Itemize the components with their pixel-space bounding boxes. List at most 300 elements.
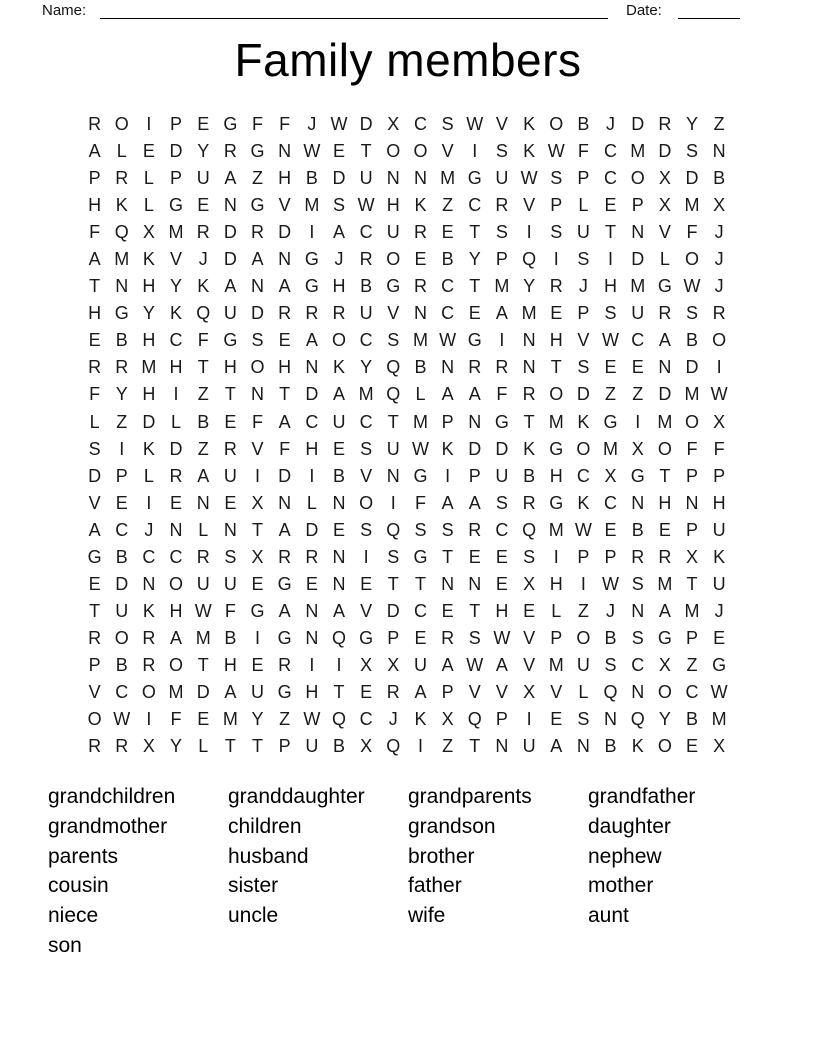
grid-letter: C	[576, 465, 590, 486]
grid-letter: O	[685, 249, 700, 270]
grid-letter: R	[115, 357, 129, 378]
grid-letter: Q	[603, 682, 618, 702]
grid-letter: R	[658, 303, 672, 324]
grid-letter: I	[309, 222, 315, 243]
grid-letter: Y	[197, 141, 210, 162]
grid-letter: X	[631, 438, 644, 459]
grid-letter: N	[468, 573, 482, 594]
grid-letter: Y	[251, 709, 264, 730]
grid-letter: D	[278, 465, 292, 486]
grid-letter: G	[169, 195, 184, 216]
grid-letter: G	[277, 682, 292, 702]
grid-letter: E	[88, 573, 101, 594]
word-list-item: grandmother	[48, 814, 168, 838]
grid-letter: N	[332, 546, 346, 567]
grid-letter: N	[712, 141, 726, 162]
grid-letter: K	[115, 195, 128, 216]
grid-letter: N	[223, 195, 237, 216]
grid-letter: A	[414, 682, 427, 702]
grid-letter: L	[143, 465, 154, 486]
grid-letter: T	[469, 276, 481, 297]
grid-letter: U	[522, 736, 536, 757]
grid-letter: B	[686, 709, 699, 730]
grid-letter: M	[548, 654, 564, 675]
grid-letter: G	[223, 114, 238, 135]
grid-letter: A	[441, 492, 454, 513]
grid-letter: X	[713, 195, 726, 216]
grid-letter: P	[278, 736, 291, 757]
grid-letter: P	[387, 627, 400, 648]
grid-letter: G	[657, 276, 672, 297]
grid-letter: R	[468, 519, 482, 540]
grid-letter: Z	[279, 709, 291, 730]
grid-letter: S	[577, 249, 590, 270]
grid-letter: O	[250, 357, 265, 378]
grid-letter: M	[494, 276, 510, 297]
grid-letter: A	[441, 654, 454, 675]
grid-letter: S	[441, 519, 454, 540]
grid-letter: X	[604, 465, 617, 486]
grid-letter: E	[441, 600, 454, 621]
grid-letter: V	[523, 627, 536, 648]
grid-letter: R	[631, 546, 645, 567]
grid-letter: G	[549, 438, 564, 459]
grid-letter: V	[170, 249, 183, 270]
grid-letter: R	[413, 222, 427, 243]
grid-letter: F	[89, 222, 101, 243]
grid-letter: P	[686, 465, 699, 486]
grid-letter: G	[250, 600, 265, 621]
grid-letter: D	[332, 168, 346, 189]
grid-letter: L	[578, 195, 589, 216]
grid-letter: N	[251, 384, 265, 405]
grid-letter: M	[440, 168, 456, 189]
grid-letter: W	[411, 438, 429, 459]
grid-letter: F	[252, 411, 264, 432]
grid-letter: O	[576, 627, 591, 648]
grid-letter: R	[115, 736, 129, 757]
grid-letter: E	[305, 573, 318, 594]
grid-letter: C	[169, 330, 183, 351]
grid-letter: Q	[196, 303, 211, 324]
word-list	[48, 782, 768, 961]
grid-letter: C	[685, 682, 699, 702]
grid-letter: B	[686, 330, 699, 351]
grid-letter: V	[88, 492, 101, 513]
grid-letter: W	[357, 195, 375, 216]
grid-letter: K	[332, 357, 345, 378]
grid-letter: N	[223, 519, 237, 540]
grid-letter: I	[336, 654, 342, 675]
grid-letter: E	[224, 492, 237, 513]
date-fill-line	[678, 2, 740, 19]
grid-letter: B	[305, 168, 318, 189]
grid-letter: I	[146, 114, 152, 135]
grid-letter: A	[332, 384, 345, 405]
grid-letter: A	[305, 330, 318, 351]
grid-letter: O	[169, 654, 184, 675]
grid-letter: R	[386, 682, 400, 702]
grid-letter: S	[686, 303, 699, 324]
grid-letter: D	[685, 357, 699, 378]
grid-letter: N	[305, 627, 319, 648]
grid-letter: O	[114, 627, 129, 648]
grid-letter: E	[414, 627, 427, 648]
grid-letter: P	[88, 168, 101, 189]
grid-letter: I	[146, 709, 152, 730]
grid-letter: P	[686, 627, 699, 648]
grid-letter: A	[88, 519, 101, 540]
grid-letter: U	[386, 222, 400, 243]
grid-letter: V	[278, 195, 291, 216]
grid-letter: M	[548, 411, 564, 432]
grid-letter: U	[223, 303, 237, 324]
grid-letter: D	[196, 682, 210, 702]
grid-letter: U	[386, 438, 400, 459]
grid-letter: H	[142, 384, 156, 405]
grid-letter: P	[550, 627, 563, 648]
grid-letter: W	[493, 627, 511, 648]
grid-letter: U	[223, 573, 237, 594]
grid-letter: Z	[577, 600, 589, 621]
grid-letter: U	[495, 168, 509, 189]
grid-letter: L	[551, 600, 562, 621]
word-list-column	[48, 782, 228, 961]
grid-letter: A	[332, 222, 345, 243]
grid-letter: D	[115, 573, 129, 594]
grid-letter: F	[252, 114, 264, 135]
grid-letter: B	[604, 627, 617, 648]
grid-letter: S	[387, 330, 400, 351]
grid-letter: O	[576, 438, 591, 459]
grid-letter: A	[278, 519, 291, 540]
grid-letter: H	[712, 492, 726, 513]
grid-letter: C	[604, 141, 618, 162]
grid-letter: W	[602, 330, 620, 351]
grid-letter: D	[169, 438, 183, 459]
grid-letter: I	[146, 492, 152, 513]
grid-letter: D	[386, 600, 400, 621]
grid-letter: G	[250, 141, 265, 162]
grid-letter: C	[631, 654, 645, 675]
grid-letter: X	[523, 573, 536, 594]
grid-letter: F	[279, 114, 291, 135]
grid-letter: D	[169, 141, 183, 162]
grid-letter: B	[115, 330, 128, 351]
grid-letter: H	[549, 573, 563, 594]
grid-letter: T	[197, 654, 209, 675]
grid-letter: R	[495, 357, 509, 378]
grid-letter: I	[499, 330, 505, 351]
grid-letter: C	[359, 411, 373, 432]
grid-letter: E	[197, 195, 210, 216]
grid-letter: U	[251, 682, 265, 702]
grid-letter: G	[603, 411, 618, 432]
grid-letter: X	[658, 195, 671, 216]
grid-letter: E	[658, 519, 671, 540]
grid-letter: G	[114, 303, 129, 324]
grid-letter: I	[390, 492, 396, 513]
grid-letter: V	[360, 600, 373, 621]
grid-letter: T	[89, 600, 101, 621]
word-list-item: mother	[588, 874, 654, 898]
grid-letter: Y	[115, 384, 128, 405]
grid-letter: B	[604, 736, 617, 757]
grid-letter: S	[441, 114, 454, 135]
grid-letter: K	[414, 709, 427, 730]
grid-letter: G	[359, 627, 374, 648]
grid-letter: M	[630, 276, 646, 297]
grid-letter: C	[359, 330, 373, 351]
grid-letter: J	[198, 249, 208, 270]
grid-letter: G	[630, 465, 645, 486]
grid-letter: K	[441, 438, 454, 459]
grid-letter: A	[468, 384, 481, 405]
grid-letter: N	[468, 411, 482, 432]
grid-letter: R	[196, 222, 210, 243]
grid-letter: N	[305, 357, 319, 378]
grid-letter: V	[468, 682, 481, 702]
grid-letter: I	[580, 573, 586, 594]
grid-letter: B	[713, 168, 726, 189]
grid-letter: I	[553, 546, 559, 567]
grid-letter: L	[89, 411, 100, 432]
grid-letter: H	[332, 276, 346, 297]
grid-letter: K	[142, 600, 155, 621]
grid-letter: J	[714, 600, 724, 621]
grid-letter: E	[332, 438, 345, 459]
grid-letter: P	[577, 168, 590, 189]
grid-letter: I	[526, 709, 532, 730]
grid-letter: B	[441, 249, 454, 270]
grid-letter: B	[414, 357, 427, 378]
grid-letter: U	[305, 736, 319, 757]
grid-letter: B	[577, 114, 590, 135]
grid-letter: J	[578, 276, 588, 297]
grid-letter: A	[170, 627, 183, 648]
grid-letter: O	[141, 682, 156, 702]
grid-letter: V	[577, 330, 590, 351]
grid-letter: T	[333, 682, 345, 702]
grid-letter: W	[602, 573, 620, 594]
grid-letter: C	[359, 222, 373, 243]
grid-letter: G	[223, 330, 238, 351]
grid-letter: S	[495, 492, 508, 513]
grid-letter: C	[359, 709, 373, 730]
grid-letter: T	[659, 465, 671, 486]
grid-letter: A	[224, 276, 237, 297]
grid-letter: O	[549, 114, 564, 135]
grid-letter: M	[521, 303, 537, 324]
grid-letter: N	[522, 357, 536, 378]
grid-letter: A	[468, 492, 481, 513]
grid-letter: T	[414, 573, 426, 594]
grid-letter: T	[387, 411, 399, 432]
grid-letter: R	[88, 736, 102, 757]
grid-letter: E	[631, 357, 644, 378]
grid-letter: A	[88, 141, 101, 162]
grid-letter: C	[115, 519, 129, 540]
grid-letter: G	[87, 546, 102, 567]
grid-letter: W	[574, 519, 592, 540]
grid-letter: I	[526, 222, 532, 243]
grid-letter: Y	[686, 114, 699, 135]
grid-letter: T	[442, 546, 454, 567]
grid-letter: E	[468, 546, 481, 567]
grid-letter: D	[88, 465, 102, 486]
grid-letter: M	[684, 600, 700, 621]
grid-letter: K	[197, 276, 210, 297]
grid-letter: C	[468, 195, 482, 216]
grid-letter: O	[359, 492, 374, 513]
grid-letter: E	[278, 330, 291, 351]
grid-letter: E	[142, 141, 155, 162]
grid-letter: B	[115, 654, 128, 675]
grid-letter: Q	[331, 709, 346, 730]
grid-letter: D	[658, 384, 672, 405]
grid-letter: N	[413, 303, 427, 324]
grid-letter: K	[414, 195, 427, 216]
grid-letter: W	[113, 709, 131, 730]
grid-letter: P	[88, 654, 101, 675]
grid-letter: L	[198, 519, 209, 540]
grid-letter: R	[223, 438, 237, 459]
grid-letter: D	[576, 384, 590, 405]
grid-letter: I	[363, 546, 369, 567]
grid-letter: N	[278, 141, 292, 162]
grid-letter: N	[631, 600, 645, 621]
grid-letter: A	[332, 600, 345, 621]
grid-letter: X	[142, 736, 155, 757]
grid-letter: P	[468, 465, 481, 486]
grid-letter: S	[414, 519, 427, 540]
grid-letter: A	[658, 600, 671, 621]
grid-letter: D	[631, 249, 645, 270]
grid-letter: C	[631, 330, 645, 351]
grid-letter: J	[714, 276, 724, 297]
grid-letter: D	[305, 519, 319, 540]
grid-letter: H	[278, 357, 292, 378]
grid-letter: Q	[467, 709, 482, 730]
grid-letter: R	[495, 195, 509, 216]
grid-letter: M	[168, 682, 184, 702]
grid-letter: R	[278, 654, 292, 675]
grid-letter: D	[468, 438, 482, 459]
grid-letter: O	[630, 168, 645, 189]
grid-letter: K	[577, 492, 590, 513]
grid-letter: U	[115, 600, 129, 621]
grid-letter: P	[550, 195, 563, 216]
grid-letter: R	[223, 141, 237, 162]
name-fill-line	[100, 2, 608, 19]
grid-letter: D	[305, 384, 319, 405]
grid-letter: K	[170, 303, 183, 324]
grid-letter: R	[712, 303, 726, 324]
grid-letter: S	[468, 627, 481, 648]
grid-letter: O	[386, 141, 401, 162]
grid-letter: R	[88, 114, 102, 135]
grid-letter: R	[169, 465, 183, 486]
grid-letter: N	[196, 492, 210, 513]
word-list-column	[228, 782, 408, 961]
grid-letter: B	[332, 736, 345, 757]
grid-letter: C	[169, 546, 183, 567]
grid-letter: J	[606, 600, 616, 621]
grid-letter: C	[604, 492, 618, 513]
grid-letter: P	[441, 411, 454, 432]
grid-letter: M	[141, 357, 157, 378]
grid-letter: W	[710, 384, 728, 405]
grid-letter: C	[142, 546, 156, 567]
grid-letter: T	[605, 222, 617, 243]
grid-letter: M	[657, 411, 673, 432]
grid-letter: N	[631, 492, 645, 513]
word-list-item: grandchildren	[48, 785, 176, 808]
grid-letter: M	[304, 195, 320, 216]
grid-letter: D	[142, 411, 156, 432]
grid-letter: P	[170, 114, 183, 135]
grid-letter: E	[251, 573, 264, 594]
grid-letter: E	[197, 114, 210, 135]
grid-letter: A	[550, 736, 563, 757]
grid-letter: G	[712, 654, 727, 675]
grid-letter: N	[631, 222, 645, 243]
grid-letter: B	[360, 276, 373, 297]
grid-letter: I	[255, 627, 261, 648]
grid-letter: Q	[386, 736, 401, 757]
grid-letter: R	[305, 546, 319, 567]
grid-letter: C	[413, 600, 427, 621]
grid-letter: O	[685, 411, 700, 432]
grid-letter: E	[224, 411, 237, 432]
grid-letter: U	[495, 465, 509, 486]
grid-letter: S	[604, 303, 617, 324]
grid-letter: A	[278, 411, 291, 432]
grid-letter: K	[523, 141, 536, 162]
grid-letter: E	[251, 654, 264, 675]
grid-letter: H	[604, 276, 618, 297]
grid-letter: C	[441, 303, 455, 324]
grid-letter: I	[417, 736, 423, 757]
grid-letter: S	[495, 141, 508, 162]
grid-letter: T	[252, 736, 264, 757]
grid-letter: Z	[252, 168, 264, 189]
grid-letter: F	[686, 222, 698, 243]
grid-letter: W	[710, 682, 728, 702]
grid-letter: E	[550, 709, 563, 730]
grid-letter: G	[657, 627, 672, 648]
grid-letter: K	[523, 114, 536, 135]
grid-letter: F	[414, 492, 426, 513]
grid-letter: N	[495, 736, 509, 757]
grid-letter: K	[713, 546, 726, 567]
grid-letter: X	[658, 654, 671, 675]
grid-letter: S	[360, 438, 373, 459]
grid-letter: M	[222, 709, 238, 730]
grid-letter: V	[251, 438, 264, 459]
grid-letter: P	[686, 519, 699, 540]
grid-letter: Z	[686, 654, 698, 675]
grid-letter: T	[89, 276, 101, 297]
letter-grid	[81, 111, 733, 760]
grid-letter: S	[360, 519, 373, 540]
grid-letter: F	[496, 384, 508, 405]
grid-letter: T	[387, 573, 399, 594]
grid-letter: E	[468, 303, 481, 324]
grid-letter: J	[714, 222, 724, 243]
grid-letter: M	[168, 222, 184, 243]
grid-letter: D	[251, 303, 265, 324]
